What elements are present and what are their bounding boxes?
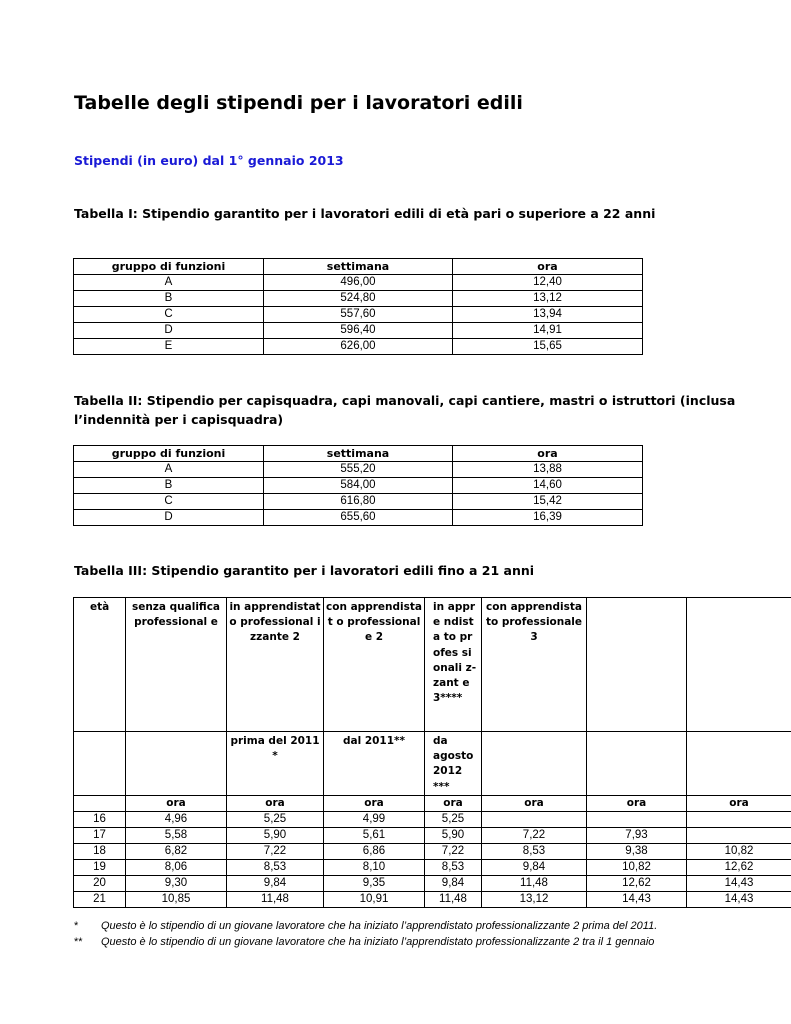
table3-header-row [74, 598, 791, 732]
table-row [74, 307, 643, 323]
table-cell: 5,90 [227, 827, 324, 843]
table3 [73, 597, 791, 908]
table-cell: 9,84 [482, 859, 587, 875]
unit-label: ora [482, 795, 587, 811]
table-row [74, 462, 643, 478]
table-cell: 655,60 [264, 510, 453, 526]
table3-subheader-row [74, 732, 791, 796]
unit-label: ora [587, 795, 687, 811]
table1 [73, 258, 643, 355]
table-cell: 524,80 [264, 291, 453, 307]
table-cell: 8,53 [482, 843, 587, 859]
column-header: settimana [264, 446, 453, 462]
table-cell: 9,30 [126, 875, 227, 891]
column-header: in apprendistat o professional izzante 2 [227, 598, 324, 732]
unit-label: ora [687, 795, 791, 811]
column-subheader [126, 732, 227, 796]
table-cell: 7,22 [425, 843, 482, 859]
column-header: gruppo di funzioni [74, 259, 264, 275]
table-row [74, 339, 643, 355]
page-title: Tabelle degli stipendi per i lavoratori edili [74, 92, 523, 114]
column-header: con apprendistato professionale 3 [482, 598, 587, 732]
footnote-mark: ** [74, 936, 83, 948]
unit-label [74, 795, 126, 811]
table-cell: 16 [74, 811, 126, 827]
table-cell: B [74, 291, 264, 307]
table-cell: 6,86 [324, 843, 425, 859]
table-cell: 12,62 [587, 875, 687, 891]
table2-heading [74, 391, 735, 429]
column-header: in appre ndista to profes sionali z-zant e 3**** [425, 598, 482, 732]
table-row [74, 510, 643, 526]
table-cell: 626,00 [264, 339, 453, 355]
table-row [74, 891, 791, 907]
table-cell: 8,06 [126, 859, 227, 875]
table-cell: 14,43 [587, 891, 687, 907]
table-cell: A [74, 462, 264, 478]
column-subheader: dal 2011** [324, 732, 425, 796]
table1-heading: Tabella I: Stipendio garantito per i lavoratori edili di età pari o superiore a 22 anni [74, 206, 656, 221]
column-header: età [74, 598, 126, 732]
table-cell: 4,99 [324, 811, 425, 827]
table-cell: 14,43 [687, 875, 791, 891]
table-cell: 15,42 [453, 494, 643, 510]
column-header [687, 598, 791, 732]
table-cell: 14,91 [453, 323, 643, 339]
table-cell: 6,82 [126, 843, 227, 859]
footnote-text: Questo è lo stipendio di un giovane lavoratore che ha iniziato l’apprendistato professionalizzante 2 prima del 2011. [101, 920, 658, 932]
footnote [74, 934, 657, 950]
table-row [74, 323, 643, 339]
table-cell: 15,65 [453, 339, 643, 355]
table-cell: 11,48 [425, 891, 482, 907]
table-row [74, 827, 791, 843]
table2-heading-line: l’indennità per i capisquadra) [74, 412, 284, 427]
table-cell: 8,10 [324, 859, 425, 875]
table-cell: 13,12 [482, 891, 587, 907]
table-cell: 616,80 [264, 494, 453, 510]
column-header: gruppo di funzioni [74, 446, 264, 462]
table-cell: 7,93 [587, 827, 687, 843]
table-cell: 5,90 [425, 827, 482, 843]
table-cell: 10,91 [324, 891, 425, 907]
table-cell: 10,82 [587, 859, 687, 875]
table-cell: E [74, 339, 264, 355]
table-cell: 7,22 [227, 843, 324, 859]
unit-label: ora [425, 795, 482, 811]
table-cell [482, 811, 587, 827]
column-subheader [74, 732, 126, 796]
table-cell: C [74, 494, 264, 510]
footnote [74, 918, 657, 934]
table-cell: 18 [74, 843, 126, 859]
table-cell: 21 [74, 891, 126, 907]
footnotes [74, 918, 657, 950]
column-header: settimana [264, 259, 453, 275]
table-cell: 5,25 [425, 811, 482, 827]
column-subheader: da agosto 2012 *** [425, 732, 482, 796]
table-cell: 4,96 [126, 811, 227, 827]
table-cell: 10,82 [687, 843, 791, 859]
column-header: senza qualifica professional e [126, 598, 227, 732]
subtitle: Stipendi (in euro) dal 1° gennaio 2013 [74, 153, 344, 168]
table1-header-row [74, 259, 643, 275]
column-header: ora [453, 259, 643, 275]
table-row [74, 494, 643, 510]
footnote-text: Questo è lo stipendio di un giovane lavoratore che ha iniziato l’apprendistato professionalizzante 2 tra il 1 gennaio [101, 936, 655, 948]
table-cell: B [74, 478, 264, 494]
table-row [74, 291, 643, 307]
table-row [74, 875, 791, 891]
table-cell: 17 [74, 827, 126, 843]
table-cell: 20 [74, 875, 126, 891]
table-cell: 8,53 [227, 859, 324, 875]
table-cell: 12,62 [687, 859, 791, 875]
table-cell: 13,94 [453, 307, 643, 323]
table-cell: A [74, 275, 264, 291]
table-cell: 9,35 [324, 875, 425, 891]
column-header: ora [453, 446, 643, 462]
table-cell [687, 827, 791, 843]
table-cell: 14,43 [687, 891, 791, 907]
table-cell: 8,53 [425, 859, 482, 875]
table-cell: 496,00 [264, 275, 453, 291]
table-row [74, 275, 643, 291]
column-subheader [687, 732, 791, 796]
table-cell: 19 [74, 859, 126, 875]
unit-label: ora [126, 795, 227, 811]
column-header [587, 598, 687, 732]
table-cell: D [74, 323, 264, 339]
table-cell: 10,85 [126, 891, 227, 907]
column-subheader [482, 732, 587, 796]
table2-heading-line: Tabella II: Stipendio per capisquadra, capi manovali, capi cantiere, mastri o istruttori (inclusa [74, 393, 736, 408]
table-cell: 5,25 [227, 811, 324, 827]
table-row [74, 811, 791, 827]
table-cell: 9,38 [587, 843, 687, 859]
unit-label: ora [227, 795, 324, 811]
table-cell [587, 811, 687, 827]
column-subheader: prima del 2011* [227, 732, 324, 796]
table-cell: 5,61 [324, 827, 425, 843]
table-cell: 11,48 [482, 875, 587, 891]
column-subheader [587, 732, 687, 796]
table-row [74, 478, 643, 494]
table-cell: 13,88 [453, 462, 643, 478]
table-cell: 16,39 [453, 510, 643, 526]
table-row [74, 859, 791, 875]
table-cell: 9,84 [425, 875, 482, 891]
table-cell: 14,60 [453, 478, 643, 494]
table-cell: 5,58 [126, 827, 227, 843]
table-cell: 555,20 [264, 462, 453, 478]
table-cell: D [74, 510, 264, 526]
table-row [74, 843, 791, 859]
column-header: con apprendistat o professional e 2 [324, 598, 425, 732]
table-cell: 11,48 [227, 891, 324, 907]
table-cell: 13,12 [453, 291, 643, 307]
table3-unit-row [74, 795, 791, 811]
table2-header-row [74, 446, 643, 462]
table-cell: 584,00 [264, 478, 453, 494]
table2 [73, 445, 643, 526]
footnote-mark: * [74, 920, 79, 932]
table-cell [687, 811, 791, 827]
table-cell: C [74, 307, 264, 323]
table-cell: 596,40 [264, 323, 453, 339]
unit-label: ora [324, 795, 425, 811]
table-cell: 9,84 [227, 875, 324, 891]
table3-heading: Tabella III: Stipendio garantito per i lavoratori edili fino a 21 anni [74, 563, 535, 578]
table-cell: 557,60 [264, 307, 453, 323]
table-cell: 12,40 [453, 275, 643, 291]
table-cell: 7,22 [482, 827, 587, 843]
